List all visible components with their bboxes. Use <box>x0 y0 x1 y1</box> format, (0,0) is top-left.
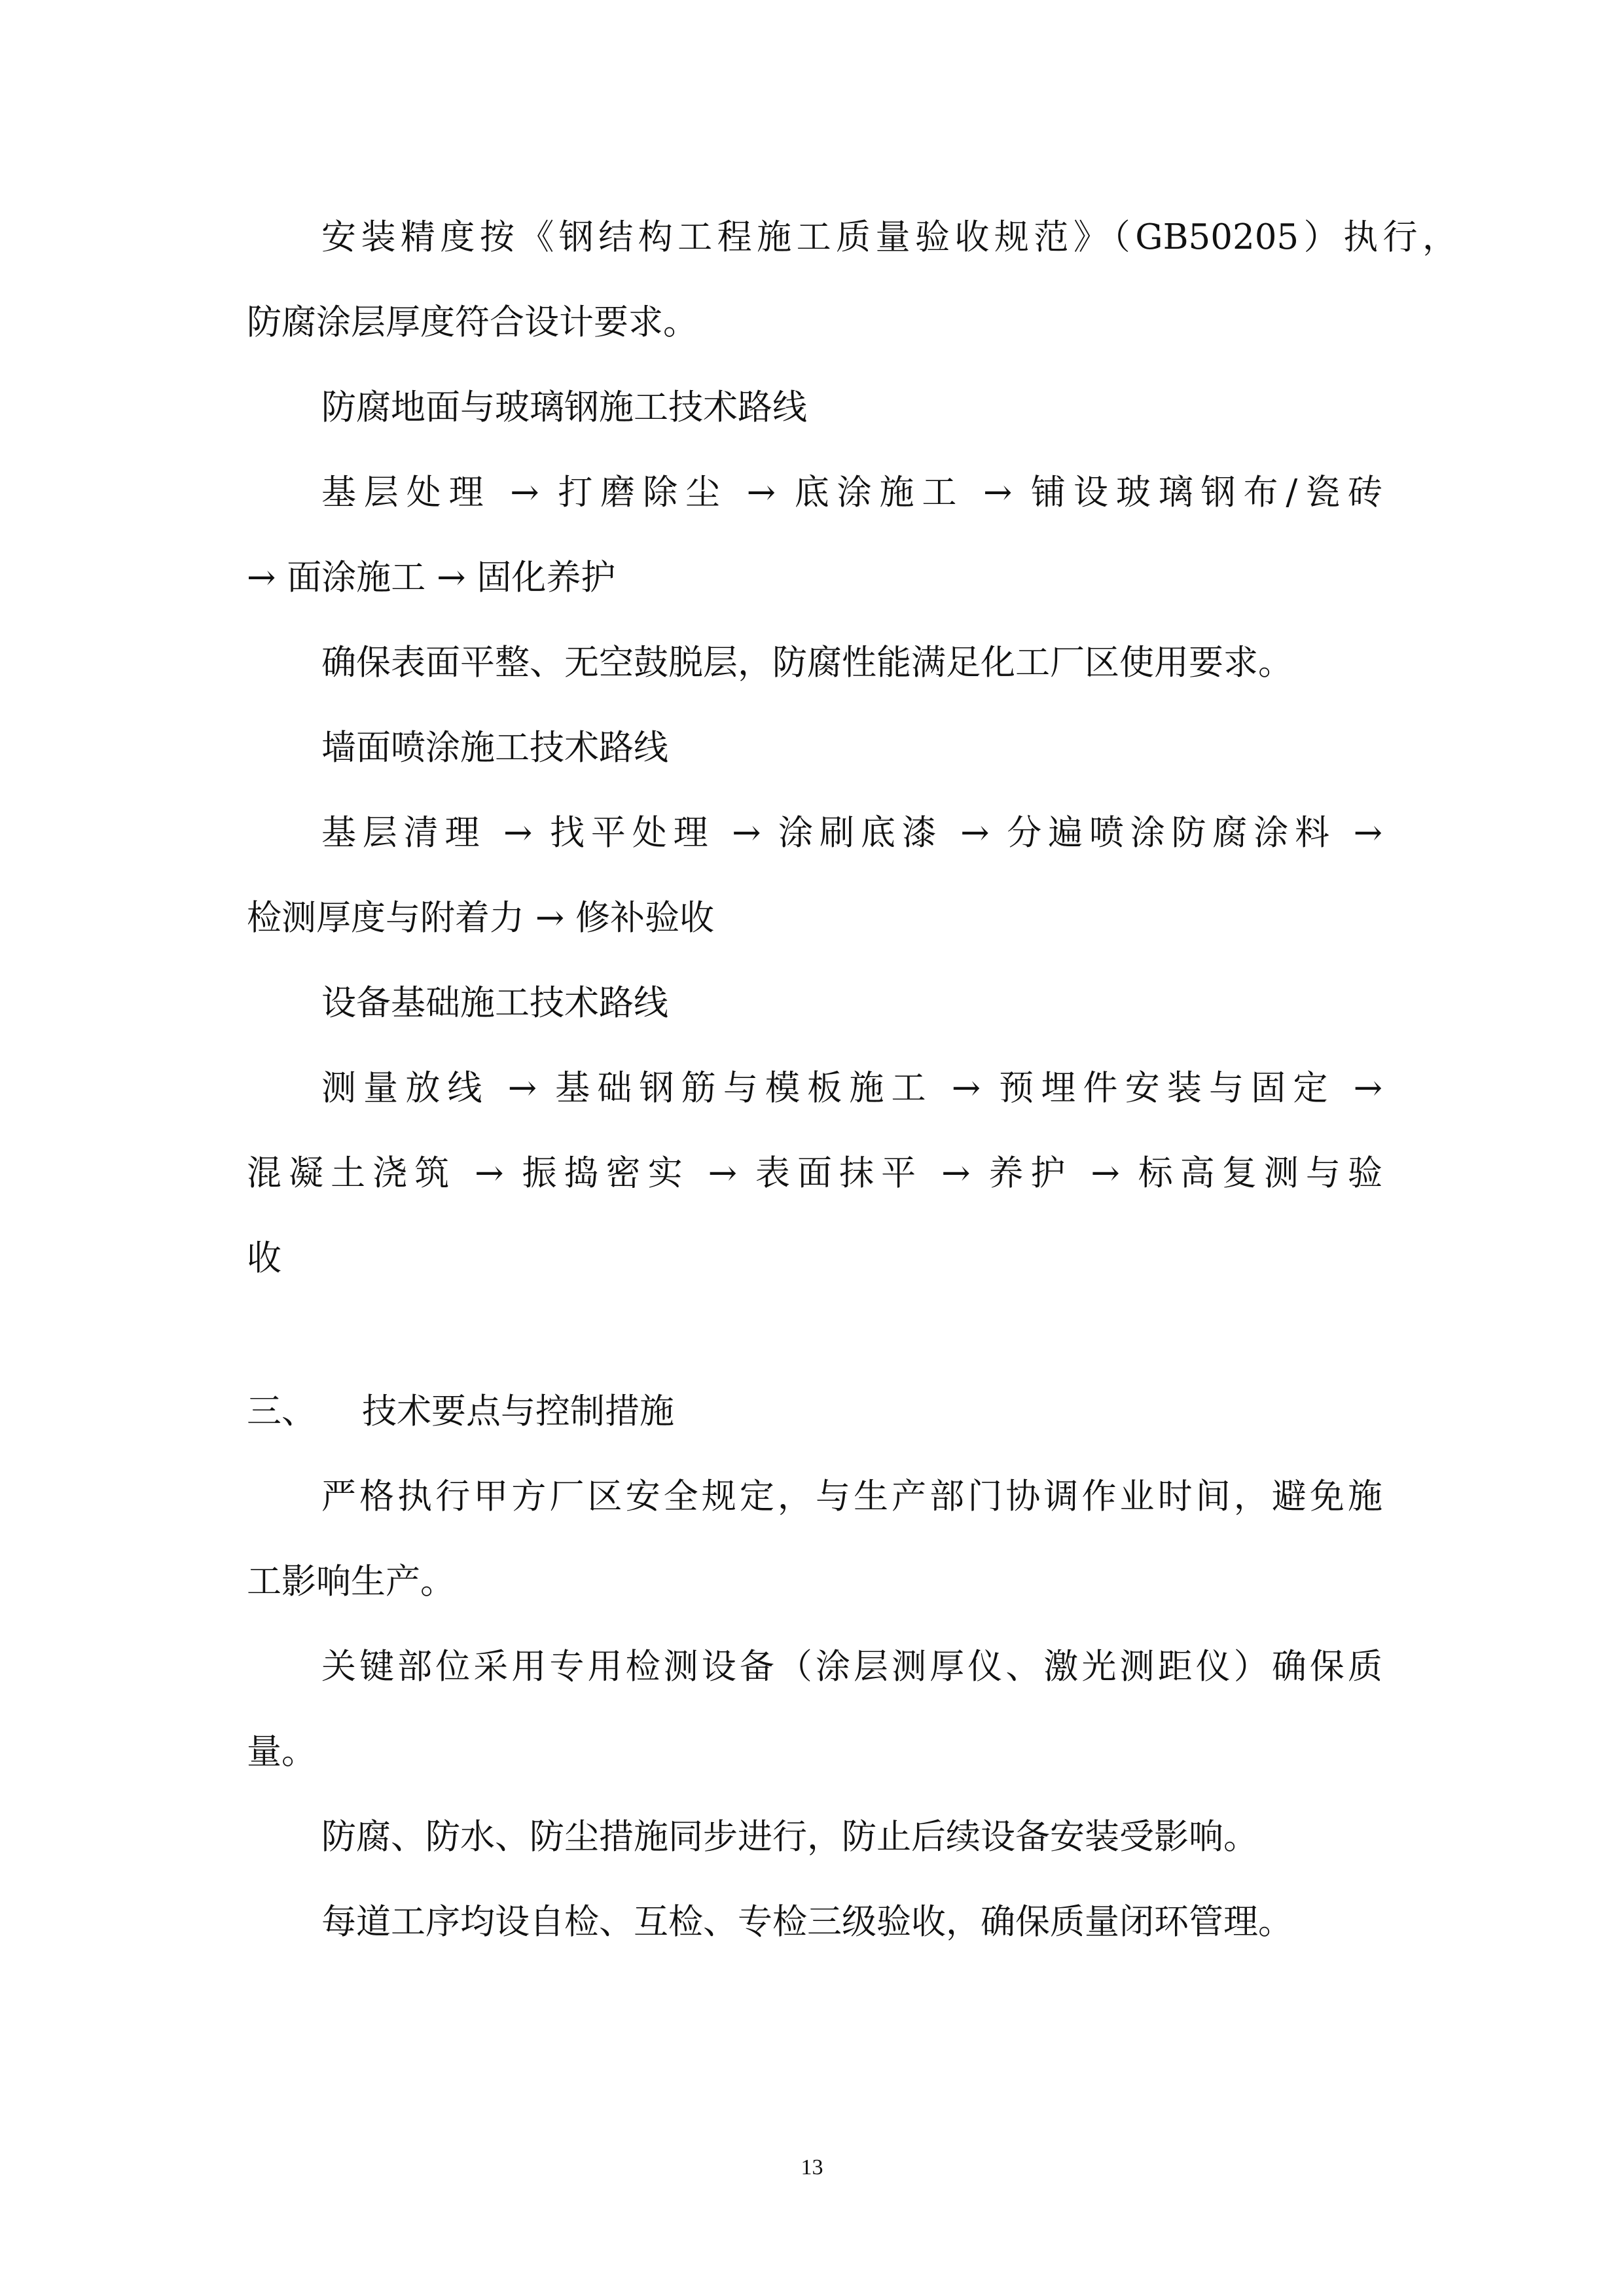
body-line: 严格执行甲方厂区安全规定，与生产部门协调作业时间，避免施 <box>321 1477 1382 1516</box>
subsection-title: 墙面喷涂施工技术路线 <box>321 728 668 768</box>
page-number: 13 <box>801 2155 823 2179</box>
body-line: 确保表面平整、无空鼓脱层，防腐性能满足化工厂区使用要求。 <box>321 643 1293 683</box>
subsection-title: 设备基础施工技术路线 <box>321 983 668 1023</box>
process-flow-line: 基层处理 → 打磨除尘 → 底涂施工 → 铺设玻璃钢布/瓷砖 <box>321 473 1382 512</box>
body-line: 工影响生产。 <box>247 1562 455 1602</box>
process-flow-line: 混凝土浇筑 → 振捣密实 → 表面抹平 → 养护 → 标高复测与验 <box>247 1153 1382 1193</box>
body-line: 防腐涂层厚度符合设计要求。 <box>247 302 698 342</box>
body-line: 量。 <box>247 1732 316 1772</box>
process-flow-line: 测量放线 → 基础钢筋与模板施工 → 预埋件安装与固定 → <box>321 1068 1382 1108</box>
body-line: 安装精度按《钢结构工程施工质量验收规范》（GB50205）执行， <box>321 217 1457 257</box>
process-flow-line: 检测厚度与附着力 → 修补验收 <box>247 898 715 938</box>
subsection-title: 防腐地面与玻璃钢施工技术路线 <box>321 387 807 427</box>
process-flow-line: 基层清理 → 找平处理 → 涂刷底漆 → 分遍喷涂防腐涂料 → <box>321 813 1382 853</box>
section-title: 技术要点与控制措施 <box>362 1391 674 1431</box>
body-line: 每道工序均设自检、互检、专检三级验收，确保质量闭环管理。 <box>321 1902 1293 1942</box>
process-flow-line: 收 <box>247 1238 281 1278</box>
body-line: 关键部位采用专用检测设备（涂层测厚仪、激光测距仪）确保质 <box>321 1647 1382 1687</box>
process-flow-line: → 面涂施工 → 固化养护 <box>247 558 616 598</box>
body-line: 防腐、防水、防尘措施同步进行，防止后续设备安装受影响。 <box>321 1817 1258 1857</box>
section-number: 三、 <box>247 1391 316 1431</box>
